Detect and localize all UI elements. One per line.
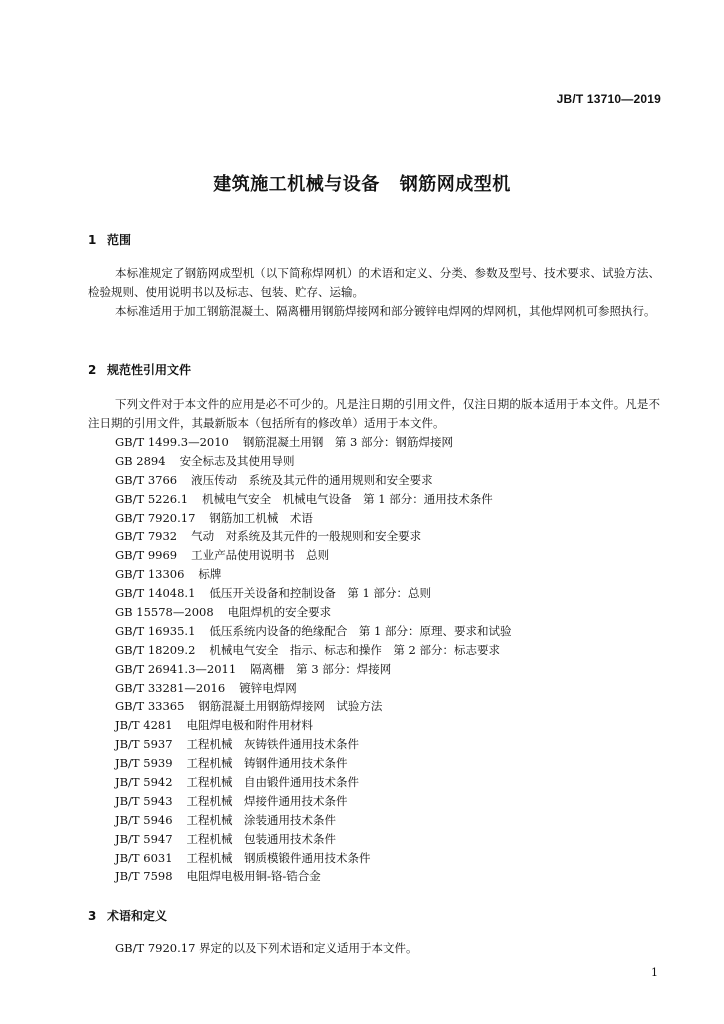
reference-item <box>115 641 512 660</box>
reference-title: 工程机械 涂装通用技术条件 <box>186 812 337 827</box>
reference-code: GB/T 18209.2 <box>115 642 196 657</box>
reference-title: 安全标志及其使用导则 <box>179 453 295 468</box>
reference-code: GB/T 13306 <box>115 567 185 582</box>
reference-item <box>115 490 512 509</box>
reference-code: JB/T 5939 <box>115 756 173 771</box>
reference-item <box>115 830 512 849</box>
reference-title: 工程机械 自由锻件通用技术条件 <box>186 775 360 790</box>
reference-item <box>115 867 512 886</box>
reference-title: 钢筋混凝土用钢筋焊接网 试验方法 <box>198 699 383 714</box>
reference-item <box>115 849 512 868</box>
reference-item <box>115 811 512 830</box>
reference-item <box>115 716 512 735</box>
reference-item <box>115 792 512 811</box>
reference-code: GB/T 16935.1 <box>115 623 196 638</box>
document-title <box>0 170 724 196</box>
reference-title: 电阻焊机的安全要求 <box>227 605 332 620</box>
reference-item <box>115 546 512 565</box>
title-main: 建筑施工机械与设备 <box>213 174 380 195</box>
reference-code: GB/T 7920.17 <box>115 510 196 525</box>
reference-code: JB/T 7598 <box>115 869 173 884</box>
reference-item <box>115 584 512 603</box>
reference-title: 钢筋混凝土用钢 第 3 部分：钢筋焊接网 <box>242 435 453 449</box>
reference-title: 工程机械 钢质模锻件通用技术条件 <box>186 850 371 865</box>
reference-title: 工程机械 焊接件通用技术条件 <box>186 793 348 808</box>
reference-code: GB/T 33281—2016 <box>115 680 226 695</box>
reference-item <box>115 527 512 546</box>
reference-title: 工程机械 包装通用技术条件 <box>186 831 337 846</box>
page-number: 1 <box>651 966 658 979</box>
reference-title: 电阻焊电极和附件用材料 <box>186 718 314 733</box>
section-1-paragraph-1: 本标准规定了钢筋网成型机（以下简称焊网机）的术语和定义、分类、参数及型号、技术要求、试验方法、检验规则、使用说明书以及标志、包装、贮存、运输。 <box>88 266 660 299</box>
reference-code: GB/T 14048.1 <box>115 586 196 601</box>
standard-code: JB/T 13710—2019 <box>556 92 661 106</box>
reference-item <box>115 471 512 490</box>
reference-title: 机械电气安全 指示、标志和操作 第 2 部分：标志要求 <box>209 642 501 657</box>
reference-title: 镀锌电焊网 <box>239 680 297 695</box>
reference-code: JB/T 5946 <box>115 812 173 827</box>
reference-code: GB/T 1499.3—2010 <box>115 435 229 449</box>
section-1-heading <box>88 231 131 248</box>
reference-code: GB/T 9969 <box>115 548 178 563</box>
reference-title: 气动 对系统及其元件的一般规则和安全要求 <box>191 529 422 544</box>
reference-item <box>115 509 512 528</box>
reference-title: 低压系统内设备的绝缘配合 第 1 部分：原理、要求和试验 <box>209 623 512 638</box>
reference-title: 标牌 <box>198 567 222 582</box>
reference-title: 机械电气安全 机械电气设备 第 1 部分：通用技术条件 <box>202 491 493 506</box>
reference-title: 低压开关设备和控制设备 第 1 部分：总则 <box>209 586 432 601</box>
section-3-title: 术语和定义 <box>107 909 168 923</box>
reference-item <box>115 565 512 584</box>
reference-code: JB/T 5942 <box>115 775 173 790</box>
normative-references-list <box>115 433 512 886</box>
section-3-number: 3 <box>88 909 97 923</box>
section-1-number: 1 <box>88 233 97 247</box>
reference-item <box>115 660 512 679</box>
reference-title: 电阻焊电极用铜-铬-锆合金 <box>186 869 321 884</box>
reference-title: 工程机械 灰铸铁件通用技术条件 <box>186 737 360 752</box>
section-1-title: 范围 <box>107 233 132 247</box>
section-2-heading <box>88 361 191 378</box>
section-2-intro: 下列文件对于本文件的应用是必不可少的。凡是注日期的引用文件，仅注日期的版本适用于本文件。凡是不注日期的引用文件，其最新版本（包括所有的修改单）适用于本文件。 <box>88 397 660 430</box>
section-3-heading <box>88 907 167 924</box>
reference-code: JB/T 5937 <box>115 737 173 752</box>
reference-title: 工程机械 铸钢件通用技术条件 <box>186 756 348 771</box>
reference-title: 工业产品使用说明书 总则 <box>191 548 330 563</box>
section-1-paragraph-2: 本标准适用于加工钢筋混凝土、隔离栅用钢筋焊接网和部分镀锌电焊网的焊网机，其他焊网机可参照执行。 <box>115 304 656 318</box>
reference-item <box>115 603 512 622</box>
section-2-title: 规范性引用文件 <box>107 363 192 377</box>
reference-title: 钢筋加工机械 术语 <box>209 510 313 525</box>
reference-code: GB/T 26941.3—2011 <box>115 661 237 676</box>
reference-code: GB 15578—2008 <box>115 605 214 620</box>
reference-item <box>115 622 512 641</box>
title-sub: 钢筋网成型机 <box>399 174 511 195</box>
reference-code: JB/T 5947 <box>115 831 173 846</box>
section-2-number: 2 <box>88 363 97 377</box>
reference-item <box>115 679 512 698</box>
reference-code: GB/T 5226.1 <box>115 491 189 506</box>
reference-code: GB/T 33365 <box>115 699 185 714</box>
reference-item <box>115 452 512 471</box>
reference-code: GB/T 3766 <box>115 472 178 487</box>
reference-code: GB 2894 <box>115 453 166 468</box>
reference-item <box>115 754 512 773</box>
reference-item <box>115 433 512 452</box>
reference-code: JB/T 4281 <box>115 718 173 733</box>
reference-item <box>115 735 512 754</box>
section-3-intro: GB/T 7920.17 界定的以及下列术语和定义适用于本文件。 <box>115 941 418 955</box>
reference-title: 液压传动 系统及其元件的通用规则和安全要求 <box>191 472 433 487</box>
reference-code: JB/T 5943 <box>115 793 173 808</box>
reference-item <box>115 697 512 716</box>
reference-title: 隔离栅 第 3 部分：焊接网 <box>250 661 392 676</box>
reference-code: JB/T 6031 <box>115 850 173 865</box>
reference-code: GB/T 7932 <box>115 529 178 544</box>
reference-item <box>115 773 512 792</box>
